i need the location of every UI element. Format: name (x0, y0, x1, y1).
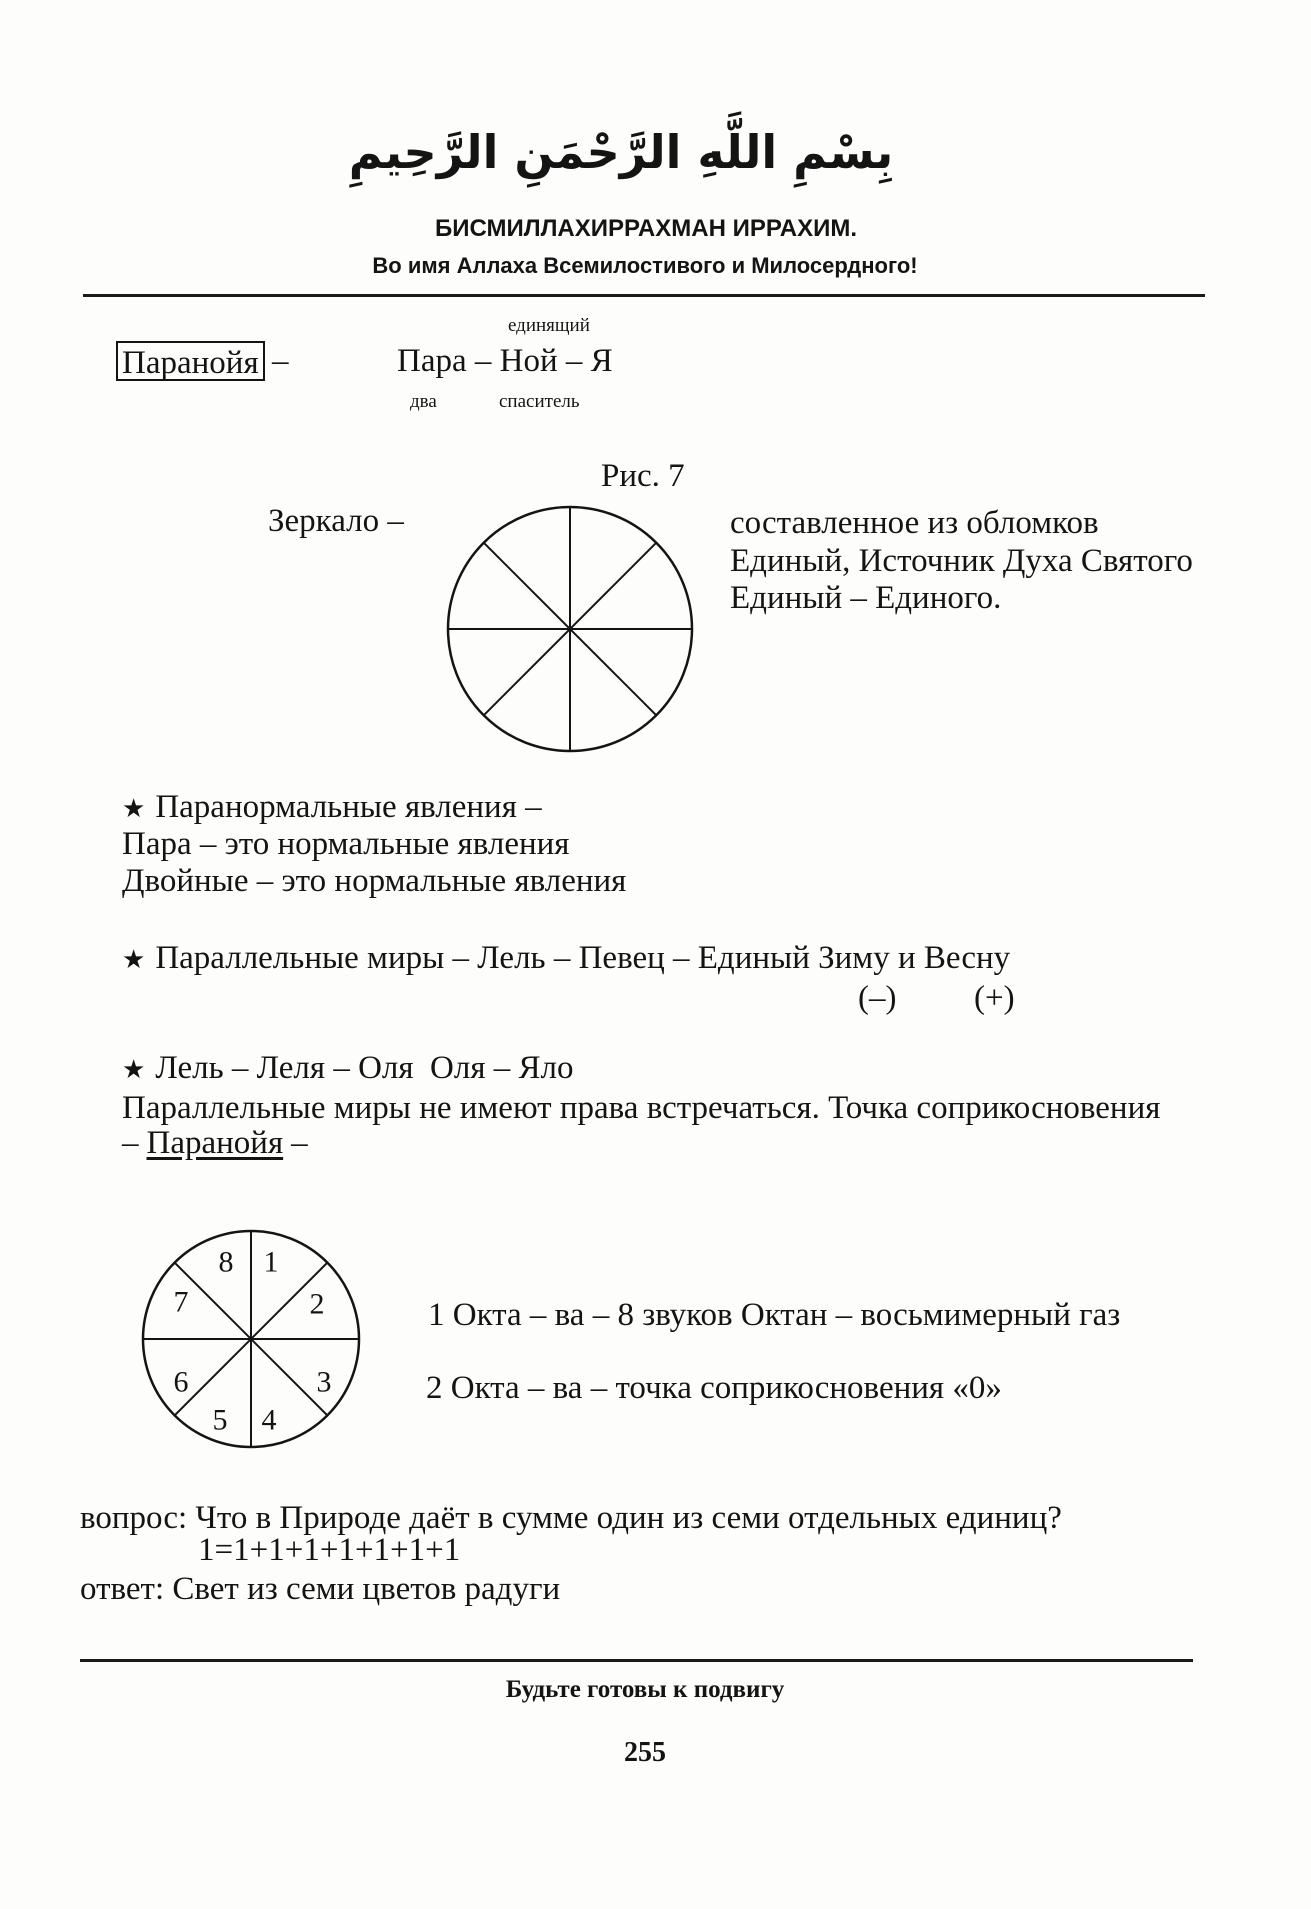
octave-segment-number: 2 (309, 1287, 325, 1321)
octave-segment-number: 8 (218, 1245, 234, 1279)
lel-dash-left: – (122, 1125, 139, 1161)
header-title: БИСМИЛЛАХИРРАХМАН ИРРАХИМ. (434, 215, 857, 242)
header-rule (83, 294, 1205, 297)
paranoia-annotation-below-right: спаситель (499, 391, 580, 412)
parallel-heading (122, 939, 1010, 979)
header-subtitle: Во имя Аллаха Всемилостивого и Милосердного! (372, 253, 918, 278)
qa-formula: 1=1+1+1+1+1+1+1 (198, 1532, 461, 1568)
lel-closing-line (122, 1124, 308, 1162)
lel-heading-text: Лель – Леля – Оля Оля – Яло (155, 1050, 574, 1086)
figure-text-line: Единый, Источник Духа Святого (730, 543, 1193, 579)
lel-line: Параллельные миры не имеют права встречаться. Точка соприкосновения (122, 1090, 1161, 1126)
paranoia-boxed-term: Паранойя (116, 341, 265, 381)
paranormal-line: Пара – это нормальные явления (122, 826, 570, 862)
lel-dash-right: – (291, 1125, 308, 1161)
octave-line: 1 Окта – ва – 8 звуков Октан – восьмимерный газ (428, 1297, 1121, 1333)
qa-answer: ответ: Свет из семи цветов радуги (80, 1571, 561, 1607)
octave-line: 2 Окта – ва – точка соприкосновения «0» (426, 1370, 1002, 1406)
star-bullet-icon: ★ (122, 1055, 146, 1085)
figure-label: Зеркало – (268, 503, 404, 539)
parallel-minus-sign: (–) (858, 980, 897, 1016)
paranormal-heading (122, 788, 542, 828)
octave-segment-number: 5 (212, 1403, 228, 1437)
lel-underlined-term: Паранойя (146, 1125, 284, 1161)
mirror-circle-diagram (445, 504, 695, 754)
octave-segment-number: 7 (173, 1285, 189, 1319)
paranoia-annotation-above: единящий (508, 315, 590, 336)
octave-segment-number: 1 (263, 1245, 279, 1279)
paranoia-split: Пара – Ной – Я (397, 343, 613, 379)
basmala-calligraphy: بِسْمِ اللَّهِ الرَّحْمَنِ الرَّحِيمِ (348, 125, 894, 179)
paranormal-heading-text: Паранормальные явления – (155, 789, 542, 825)
octave-circle-diagram (139, 1227, 363, 1451)
figure-text-line: составленное из обломков (730, 505, 1099, 541)
figure-caption: Рис. 7 (601, 458, 685, 494)
qa-question: вопрос: Что в Природе даёт в сумме один из семи отдельных единиц? (80, 1500, 1062, 1536)
octave-segment-number: 6 (173, 1365, 189, 1399)
star-bullet-icon: ★ (122, 945, 146, 975)
paranormal-line: Двойные – это нормальные явления (122, 863, 627, 899)
footer-rule (80, 1659, 1193, 1662)
footer-motto: Будьте готовы к подвигу (505, 1676, 785, 1703)
octave-segment-number: 3 (316, 1365, 332, 1399)
page-number: 255 (624, 1737, 666, 1768)
paranoia-dash: – (272, 343, 289, 379)
parallel-plus-sign: (+) (974, 980, 1015, 1016)
parallel-heading-text: Параллельные миры – Лель – Певец – Единый Зиму и Весну (155, 940, 1011, 976)
paranoia-annotation-below-left: два (410, 391, 437, 412)
figure-text-line: Единый – Единого. (730, 580, 1002, 616)
lel-heading (122, 1049, 574, 1089)
star-bullet-icon: ★ (122, 794, 146, 824)
octave-segment-number: 4 (261, 1403, 277, 1437)
